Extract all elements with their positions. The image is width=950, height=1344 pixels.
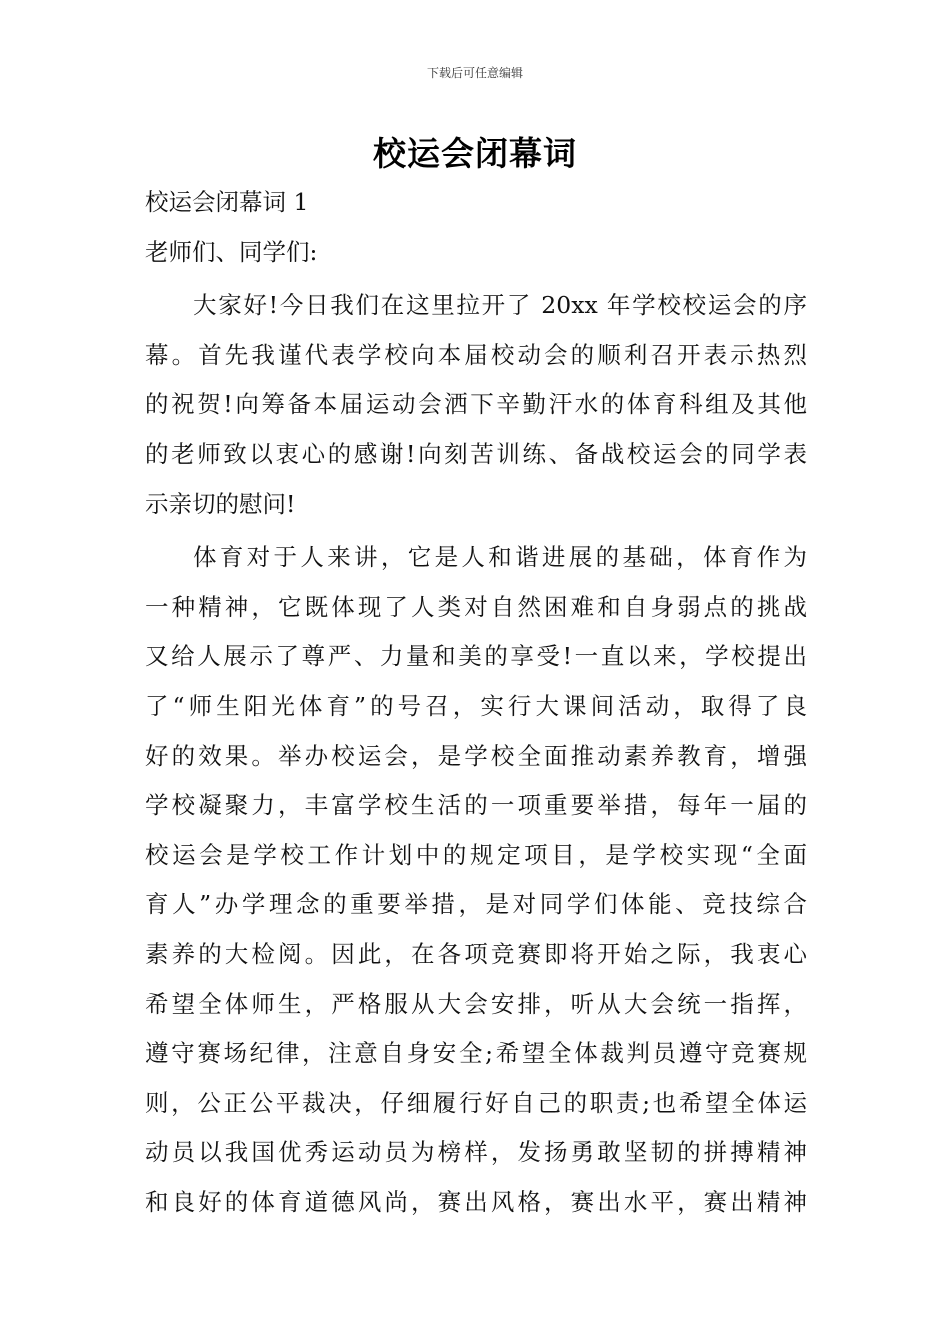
paragraph-line: 的祝贺!向筹备本届运动会洒下辛勤汗水的体育科组及其他	[145, 390, 807, 419]
document-title: 校运会闭幕词	[373, 134, 577, 173]
paragraph-line: 学校凝聚力，丰富学校生活的一项重要举措，每年一届的	[145, 791, 807, 820]
paragraph-line: 和良好的体育道德风尚，赛出风格，赛出水平，赛出精神	[145, 1187, 807, 1216]
paragraph-line: 体育对于人来讲，它是人和谐进展的基础，体育作为	[193, 543, 807, 572]
paragraph-line: 一种精神，它既体现了人类对自然困难和自身弱点的挑战	[145, 592, 807, 621]
paragraph-line: 好的效果。举办校运会，是学校全面推动素养教育，增强	[145, 741, 807, 770]
section-heading: 校运会闭幕词 1	[145, 188, 309, 216]
paragraph-line: 校运会是学校工作计划中的规定项目，是学校实现“全面	[145, 840, 807, 869]
header-note: 下载后可任意编辑	[426, 66, 523, 80]
paragraph-line: 遵守赛场纪律，注意自身安全;希望全体裁判员遵守竞赛规	[145, 1039, 807, 1068]
paragraph-1	[145, 281, 807, 529]
salutation: 老师们、同学们:	[145, 237, 318, 266]
paragraph-2	[145, 533, 807, 1227]
paragraph-line: 的老师致以衷心的感谢!向刻苦训练、备战校运会的同学表	[145, 439, 807, 468]
paragraph-line: 动员以我国优秀运动员为榜样，发扬勇敢坚韧的拼搏精神	[145, 1138, 807, 1167]
paragraph-line: 则，公正公平裁决，仔细履行好自己的职责;也希望全体运	[145, 1088, 807, 1117]
paragraph-line: 素养的大检阅。因此，在各项竞赛即将开始之际，我衷心	[145, 939, 807, 968]
document-body	[145, 178, 807, 1227]
paragraph-line: 又给人展示了尊严、力量和美的享受!一直以来，学校提出	[145, 642, 807, 671]
paragraph-line: 大家好!今日我们在这里拉开了 20xx 年学校校运会的序	[193, 291, 807, 320]
paragraph-line: 幕。首先我谨代表学校向本届校动会的顺利召开表示热烈	[145, 340, 807, 369]
paragraph-line: 了“师生阳光体育”的号召，实行大课间活动，取得了良	[145, 691, 807, 720]
paragraph-line: 示亲切的慰问!	[145, 489, 296, 518]
paragraph-line: 希望全体师生，严格服从大会安排，听从大会统一指挥，	[145, 989, 807, 1018]
paragraph-line: 育人”办学理念的重要举措，是对同学们体能、竞技综合	[145, 890, 807, 919]
